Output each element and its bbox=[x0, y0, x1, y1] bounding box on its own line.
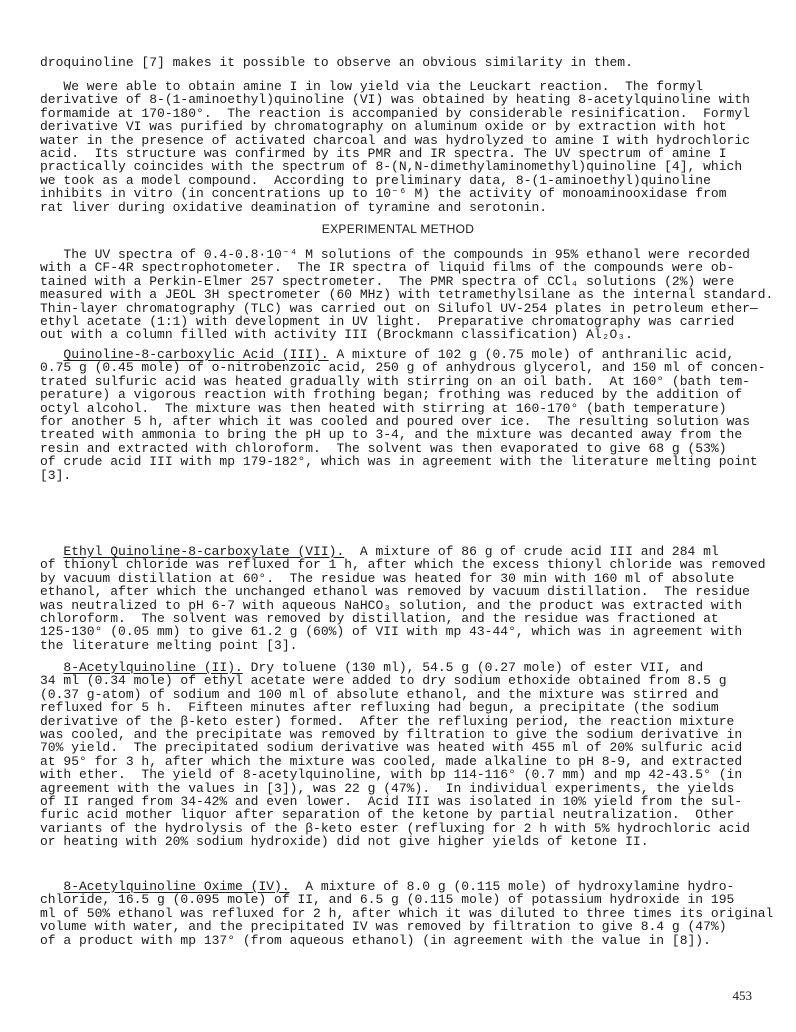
text-line: derivative of the β-keto ester) formed. After the refluxing period, the reaction mixture bbox=[40, 713, 735, 729]
text-line: chloride, 16.5 g (0.095 mole) of II, and 6.5 g (0.115 mole) of potassium hydroxide in 195 bbox=[40, 892, 735, 908]
text-line: rat liver during oxidative deamination of tyramine and serotonin. bbox=[40, 199, 548, 215]
text-line: ml of 50% ethanol was refluxed for 2 h, after which it was diluted to three times its original bbox=[40, 905, 774, 921]
text-line: we took as a model compound. According to preliminary data, 8-(1-aminoethyl)quinoline bbox=[40, 172, 711, 188]
section-first-line: 8-Acetylquinoline Oxime (IV). A mixture of 8.0 g (0.115 mole) of hydroxylamine hydro- bbox=[63, 879, 735, 894]
text-line: The UV spectra of 0.4-0.8·10⁻⁴ M solutions of the compounds in 95% ethanol were recorded bbox=[40, 247, 750, 262]
section-ethyl-ester bbox=[40, 544, 766, 653]
text-line: with ether. The yield of 8-acetylquinoline, with bp 114-116° (0.7 mm) and mp 42-43.5° (in bbox=[40, 767, 743, 783]
text-line: 34 ml (0.34 mole) of ethyl acetate were added to dry sodium ethoxide obtained from 8.5 g bbox=[40, 673, 727, 689]
text-line: was cooled, and the precipitate was removed by filtration to give the sodium derivative in bbox=[40, 726, 743, 742]
section-body bbox=[40, 360, 766, 483]
section-oxime bbox=[40, 879, 774, 948]
section-body bbox=[40, 673, 750, 850]
text-line: 70% yield. The precipitated sodium derivative was heated with 455 ml of 20% sulfuric acid bbox=[40, 740, 743, 756]
paragraph-methods bbox=[40, 247, 774, 343]
text-line: trated sulfuric acid was heated gradually with stirring on an oil bath. At 160° (bath tem- bbox=[40, 373, 750, 389]
section-acetylquinoline bbox=[40, 660, 750, 850]
text-line: (0.37 g-atom) of sodium and 100 ml of absolute ethanol, and the mixture was stirred and bbox=[40, 686, 719, 702]
text-line: for another 5 h, after which it was cooled and poured over ice. The resulting solution was bbox=[40, 413, 750, 429]
section-title: Quinoline-8-carboxylic Acid (III). bbox=[63, 347, 329, 362]
text-line: volume with water, and the precipitated IV was removed by filtration to give 8.4 g (47%) bbox=[40, 919, 727, 935]
section-heading-experimental: EXPERIMENTAL METHOD bbox=[321, 222, 475, 236]
text-line: agreement with the values in [3]), was 22 g (47%). In individual experiments, the yields bbox=[40, 780, 735, 796]
continued-paragraph bbox=[40, 56, 740, 69]
text-line: or heating with 20% sodium hydroxide) did not give higher yields of ketone II. bbox=[40, 834, 649, 850]
text-line: We were able to obtain amine I in low yield via the Leuckart reaction. The formyl bbox=[40, 79, 704, 94]
text-line: furic acid mother liquor after separation of the ketone by partial neutralization. Other bbox=[40, 807, 735, 823]
text-line: of II ranged from 34-42% and even lower. Acid III was isolated in 10% yield from the sul- bbox=[40, 793, 743, 809]
page-number: 453 bbox=[732, 988, 752, 1003]
text-line: variants of the hydrolysis of the β-keto ester (refluxing for 2 h with 5% hydrochloric acid bbox=[40, 820, 750, 836]
section-title: 8-Acetylquinoline (II). bbox=[63, 660, 243, 675]
text-line: chloroform. The solvent was removed by distillation, and the residue was fractioned at bbox=[40, 610, 719, 626]
text-line: inhibits in vitro (in concentrations up to 10⁻⁶ M) the activity of monoaminooxidase from bbox=[40, 186, 727, 202]
section-quinoline-carboxylic-acid bbox=[40, 347, 766, 483]
text-line: was neutralized to pH 6-7 with aqueous NaHCO₃ solution, and the product was extracted with bbox=[40, 597, 743, 613]
section-body bbox=[40, 557, 766, 653]
text-line: [3]. bbox=[40, 467, 72, 483]
text-line: of thionyl chloride was refluxed for 1 h, after which the excess thionyl chloride was removed bbox=[40, 557, 766, 573]
section-first-line: Ethyl Quinoline-8-carboxylate (VII). A mixture of 86 g of crude acid III and 284 ml bbox=[63, 544, 719, 559]
text-line: of crude acid III with mp 179-182°, which was in agreement with the literature melting point bbox=[40, 454, 758, 470]
text-line: resin and extracted with chloroform. The solvent was then evaporated to give 68 g (53%) bbox=[40, 440, 727, 456]
text-line: perature) a vigorous reaction with frothing began; frothing was reduced by the addition of bbox=[40, 387, 743, 403]
text-line: of a product with mp 137° (from aqueous ethanol) (in agreement with the value in [8]). bbox=[40, 932, 711, 948]
text-line: measured with a JEOL 3H spectrometer (60 MHz) with tetramethylsilane as the internal standard. bbox=[40, 287, 774, 303]
text-line: 0.75 g (0.45 mole) of o-nitrobenzoic acid, 250 g of anhydrous glycerol, and 150 ml of concen- bbox=[40, 360, 766, 376]
section-first-line: 8-Acetylquinoline (II). Dry toluene (130 ml), 54.5 g (0.27 mole) of ester VII, and bbox=[63, 660, 704, 675]
text-line: derivative of 8-(1-aminoethyl)quinoline (VI) was obtained by heating 8-acetylquinoline with bbox=[40, 92, 750, 108]
text-line: practically coincides with the spectrum of 8-(N,N-dimethylaminomethyl)quinoline [4], which bbox=[40, 159, 743, 175]
section-title: 8-Acetylquinoline Oxime (IV). bbox=[63, 879, 290, 894]
text-line: formamide at 170-180°. The reaction is accompanied by considerable resinification. Formyl bbox=[40, 105, 750, 121]
text-line: treated with ammonia to bring the pH up to 3-4, and the mixture was decanted away from the bbox=[40, 427, 743, 443]
text-line: the literature melting point [3]. bbox=[40, 637, 298, 653]
text-line: droquinoline [7] makes it possible to observe an obvious similarity in them. bbox=[40, 55, 633, 70]
paragraph-leuckart-reaction bbox=[40, 79, 750, 215]
text-line: by vacuum distillation at 60°. The residue was heated for 30 min with 160 ml of absolute bbox=[40, 570, 735, 586]
section-first-line: Quinoline-8-carboxylic Acid (III). A mixture of 102 g (0.75 mole) of anthranilic acid, bbox=[63, 347, 735, 362]
text-line: tained with a Perkin-Elmer 257 spectrometer. The PMR spectra of CCl₄ solutions (2%) were bbox=[40, 273, 735, 289]
text-line: derivative VI was purified by chromatography on aluminum oxide or by extraction with hot bbox=[40, 119, 727, 135]
text-line: ethanol, after which the unchanged ethanol was removed by vacuum distillation. The residue bbox=[40, 584, 750, 600]
section-title: Ethyl Quinoline-8-carboxylate (VII). bbox=[63, 544, 345, 559]
section-body bbox=[40, 892, 774, 948]
text-line: out with a column filled with activity III (Brockmann classification) Al₂O₃. bbox=[40, 327, 633, 343]
text-line: refluxed for 5 h. Fifteen minutes after refluxing had begun, a precipitate (the sodium bbox=[40, 700, 719, 716]
text-line: Thin-layer chromatography (TLC) was carried out on Silufol UV-254 plates in petroleum ether— bbox=[40, 300, 758, 316]
text-line: water in the presence of activated charcoal and was hydrolyzed to amine I with hydrochloric bbox=[40, 132, 750, 148]
text-line: acid. Its structure was confirmed by its PMR and IR spectra. The UV spectrum of amine I bbox=[40, 145, 727, 161]
text-line: octyl alcohol. The mixture was then heated with stirring at 160-170° (bath temperature) bbox=[40, 400, 727, 416]
text-line: ethyl acetate (1:1) with development in UV light. Preparative chromatography was carried bbox=[40, 313, 735, 329]
text-line: with a CF-4R spectrophotometer. The IR spectra of liquid films of the compounds were ob- bbox=[40, 260, 735, 276]
text-line: at 95° for 3 h, after which the mixture was cooled, made alkaline to pH 8-9, and extracted bbox=[40, 753, 743, 769]
text-line: 125-130° (0.05 mm) to give 61.2 g (60%) of VII with mp 43-44°, which was in agreement with bbox=[40, 624, 743, 640]
